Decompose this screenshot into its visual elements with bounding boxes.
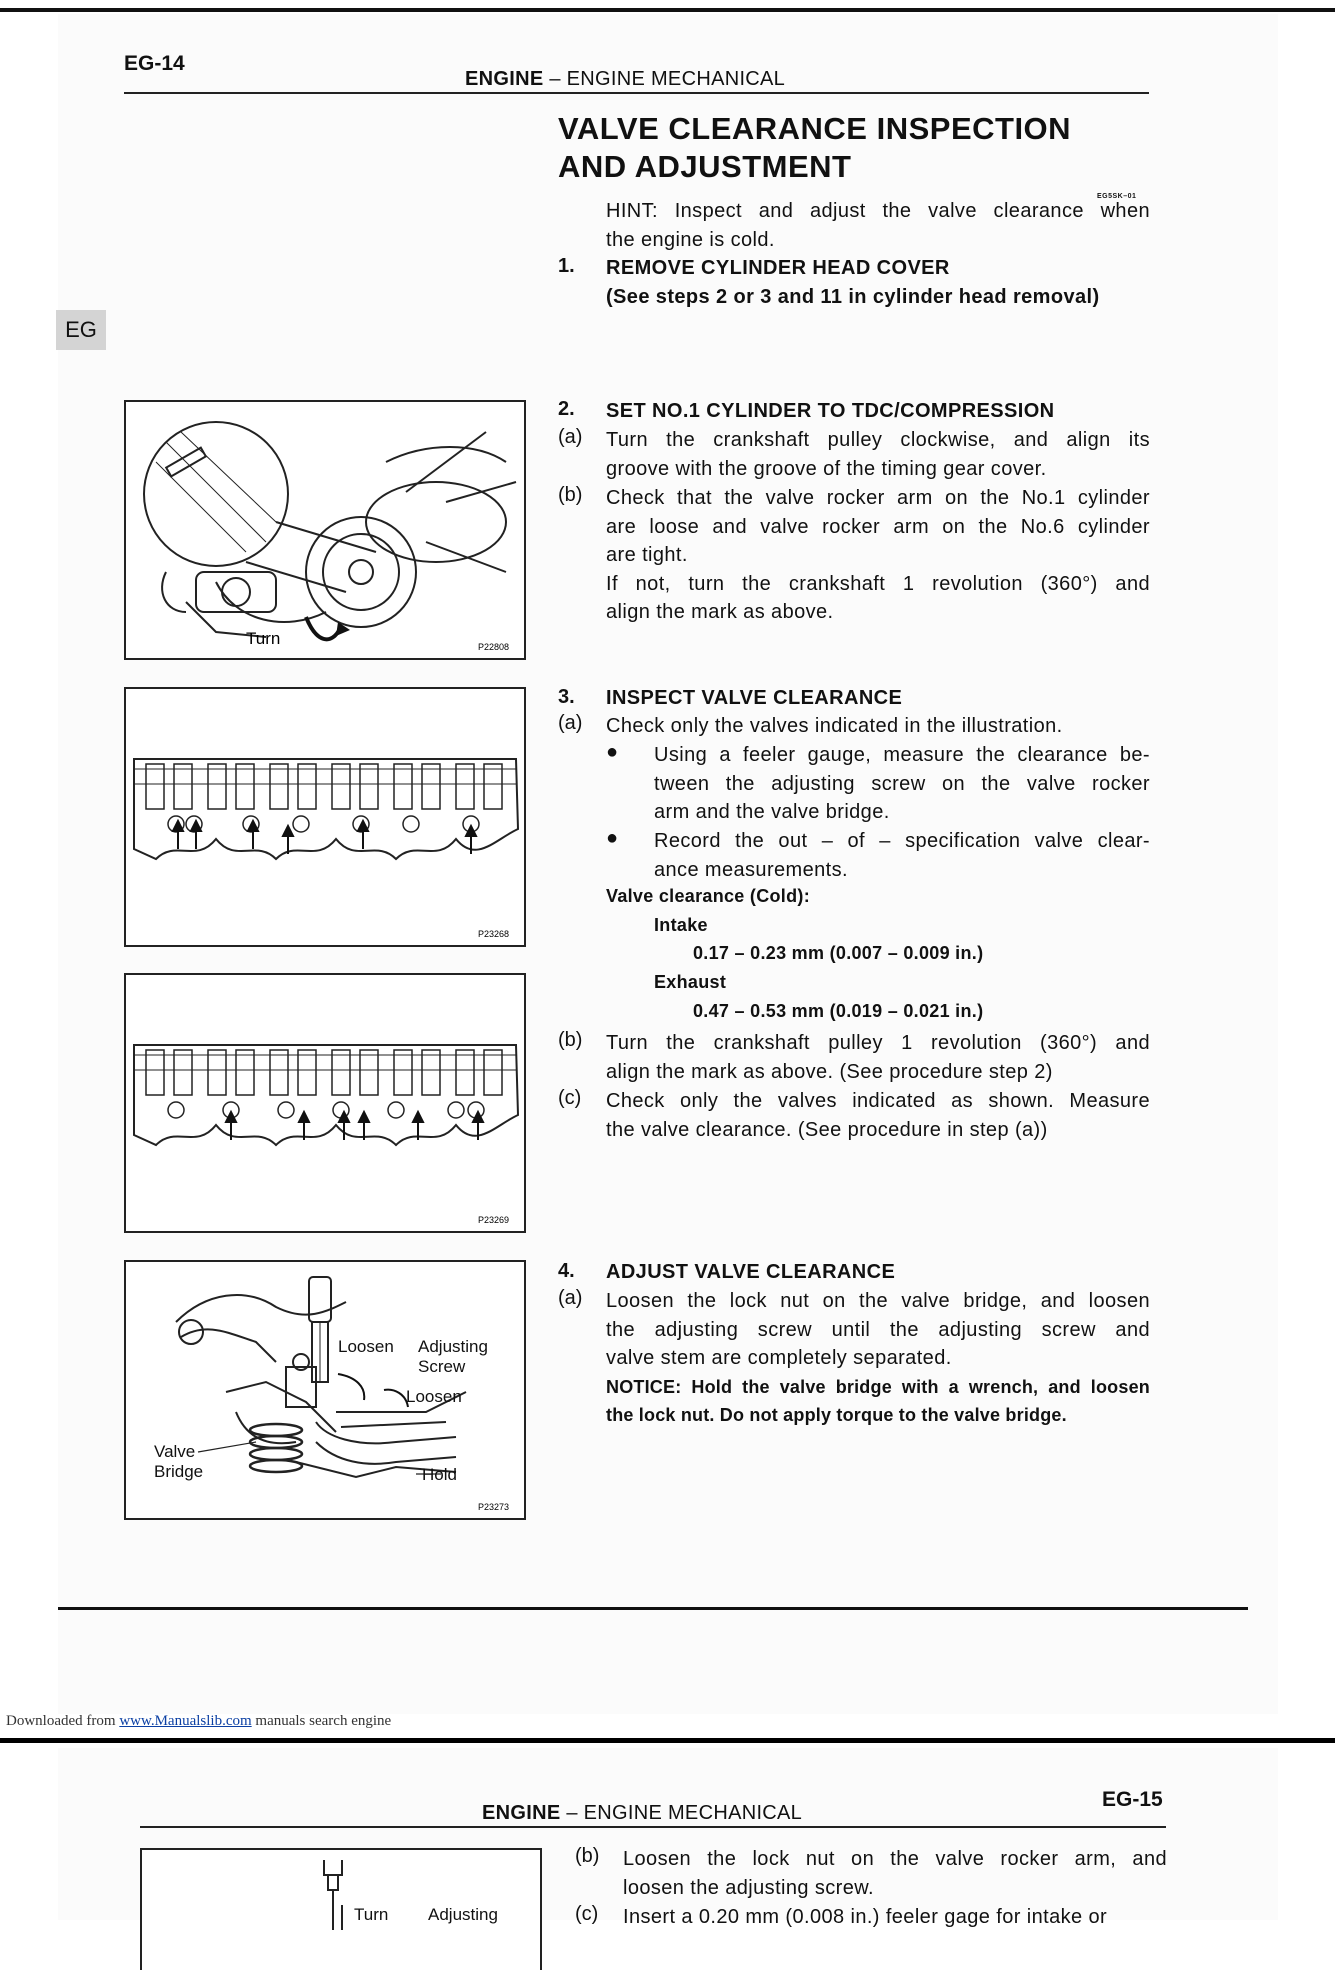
section-code: EG5SK–01 (1097, 193, 1137, 200)
step-1-title: REMOVE CYLINDER HEAD COVER (606, 257, 950, 279)
notice-line: the lock nut. Do not apply torque to the valve bridge. (606, 1405, 1067, 1425)
step-3b-text (606, 1029, 1150, 1086)
bullet-2-line: Record the out – of – specification valve clear- (654, 830, 1150, 852)
page-2-figure-illustration (142, 1850, 540, 1930)
bullet-2-text (654, 827, 1150, 884)
step-3a-text: Check only the valves indicated in the illustration. (606, 715, 1063, 737)
intake-value: 0.17 – 0.23 mm (0.007 – 0.009 in.) (693, 943, 984, 963)
crankshaft-pulley-illustration (126, 402, 524, 658)
manualslib-link[interactable]: www.Manualslib.com (119, 1713, 252, 1729)
page-header (465, 68, 785, 91)
figure-crankshaft-pulley (124, 400, 526, 660)
bullet-2-marker: ● (606, 827, 619, 849)
loosen-label-2: Loosen (406, 1387, 462, 1406)
step-3c-label: (c) (558, 1087, 582, 1109)
page-2-b-label: (b) (575, 1845, 600, 1867)
step-3-title: INSPECT VALVE CLEARANCE (606, 687, 903, 709)
bullet-1-text (654, 741, 1150, 827)
step-2b-line: align the mark as above. (606, 601, 834, 624)
header-subsection: ENGINE MECHANICAL (566, 68, 786, 90)
header-rule (124, 92, 1149, 94)
step-2b-line: are tight. (606, 544, 688, 567)
top-border (0, 8, 1335, 12)
header-subsection: ENGINE MECHANICAL (583, 1802, 803, 1824)
step-2-number: 2. (558, 398, 575, 420)
hold-label: Hold (422, 1465, 457, 1484)
download-footer (6, 1713, 391, 1730)
step-2b-line: are loose and valve rocker arm on the No.6 cylinder (606, 515, 1150, 538)
bullet-1-line: tween the adjusting screw on the valve rocker (654, 772, 1150, 795)
figure-code: P23268 (478, 929, 510, 939)
page-2-b-text (623, 1845, 1167, 1902)
exhaust-value: 0.47 – 0.53 mm (0.019 – 0.021 in.) (693, 1001, 984, 1021)
figure-adjust-valve (124, 1260, 526, 1520)
turn-label: Turn (246, 629, 281, 648)
step-3b-label: (b) (558, 1029, 583, 1051)
adjusting-label: Adjusting (418, 1337, 488, 1356)
step-2b-text (606, 484, 1150, 627)
step-4a-line: valve stem are completely separated. (606, 1347, 952, 1370)
hint-line-1: HINT: Inspect and adjust the valve clearance when (606, 200, 1150, 222)
step-4a-line: the adjusting screw until the adjusting screw and (606, 1318, 1150, 1341)
spec-title: Valve clearance (Cold): (606, 886, 810, 906)
page-number: EG-14 (124, 52, 185, 75)
bullet-1-line: arm and the valve bridge. (654, 801, 890, 824)
hint-text (606, 197, 1150, 254)
turn-label: Turn (354, 1905, 389, 1924)
valve-layout-illustration-1 (126, 689, 524, 945)
page-separator (0, 1738, 1335, 1743)
bullet-1-marker: ● (606, 741, 619, 763)
step-1-subtitle: (See steps 2 or 3 and 11 in cylinder head removal) (606, 286, 1100, 308)
notice-line: NOTICE: Hold the valve bridge with a wrench, and loosen (606, 1377, 1150, 1397)
notice-text (606, 1373, 1150, 1429)
step-3c-line: Check only the valves indicated as shown. Measure (606, 1090, 1150, 1112)
footer-suffix: manuals search engine (255, 1713, 392, 1729)
step-3a-label: (a) (558, 712, 583, 734)
header-dash: – (549, 68, 561, 90)
step-4-number: 4. (558, 1260, 575, 1282)
figure-code: P22808 (478, 642, 510, 652)
step-2a-label: (a) (558, 426, 583, 448)
intake-label: Intake (654, 915, 708, 935)
bullet-1-line: Using a feeler gauge, measure the clearance be- (654, 744, 1150, 766)
step-3b-line: Turn the crankshaft pulley 1 revolution (360°) and (606, 1032, 1150, 1054)
step-2b-label: (b) (558, 484, 583, 506)
exhaust-label: Exhaust (654, 972, 727, 992)
bullet-2-line: ance measurements. (654, 858, 848, 881)
valve-layout-illustration-2 (126, 975, 524, 1231)
figure-code: P23273 (478, 1502, 510, 1512)
step-2b-line: If not, turn the crankshaft 1 revolution (360°) and (606, 572, 1150, 595)
step-4a-text (606, 1287, 1150, 1373)
screw-label: Screw (418, 1357, 466, 1376)
page-2-header-rule (140, 1826, 1166, 1828)
step-1-number: 1. (558, 255, 575, 277)
step-4a-label: (a) (558, 1287, 583, 1309)
figure-valve-layout-2 (124, 973, 526, 1233)
header-section: ENGINE (465, 68, 544, 90)
page-2-b-line: Loosen the lock nut on the valve rocker arm, and (623, 1848, 1167, 1870)
step-2a-line: Turn the crankshaft pulley clockwise, and align its (606, 429, 1150, 451)
title-line-1: VALVE CLEARANCE INSPECTION (558, 111, 1072, 146)
adjusting-label: Adjusting (428, 1905, 498, 1924)
figure-code: P23269 (478, 1215, 510, 1225)
step-3c-text (606, 1087, 1150, 1144)
side-tab: EG (56, 310, 106, 350)
bridge-label: Bridge (154, 1462, 204, 1481)
page-2-figure (140, 1848, 542, 1970)
step-2a-line: groove with the groove of the timing gear cover. (606, 457, 1047, 480)
adjust-valve-illustration (126, 1262, 524, 1518)
step-4a-line: Loosen the lock nut on the valve bridge, and loosen (606, 1290, 1150, 1312)
footer-prefix: Downloaded from (6, 1713, 116, 1729)
step-2b-line: Check that the valve rocker arm on the No.1 cylinder (606, 487, 1150, 509)
footer-rule (58, 1607, 1248, 1610)
page-2-b-line: loosen the adjusting screw. (623, 1876, 874, 1899)
step-4-title: ADJUST VALVE CLEARANCE (606, 1261, 896, 1283)
step-2a-text (606, 426, 1150, 483)
page-2-c-text: Insert a 0.20 mm (0.008 in.) feeler gage for intake or (623, 1906, 1108, 1928)
step-2-title: SET NO.1 CYLINDER TO TDC/COMPRESSION (606, 400, 1055, 422)
valve-label: Valve (154, 1442, 196, 1461)
loosen-label-1: Loosen (338, 1337, 394, 1356)
step-3c-line: the valve clearance. (See procedure in step (a)) (606, 1118, 1048, 1141)
page-2-number: EG-15 (1102, 1788, 1163, 1811)
hint-line-2: the engine is cold. (606, 228, 775, 251)
figure-valve-layout-1 (124, 687, 526, 947)
step-3b-line: align the mark as above. (See procedure step 2) (606, 1060, 1053, 1083)
page-2-c-label: (c) (575, 1903, 599, 1925)
page-2-header (482, 1802, 802, 1825)
header-section: ENGINE (482, 1802, 561, 1824)
page-title (558, 110, 1071, 186)
title-line-2: AND ADJUSTMENT (558, 149, 852, 184)
header-dash: – (566, 1802, 578, 1824)
step-3-number: 3. (558, 686, 575, 708)
